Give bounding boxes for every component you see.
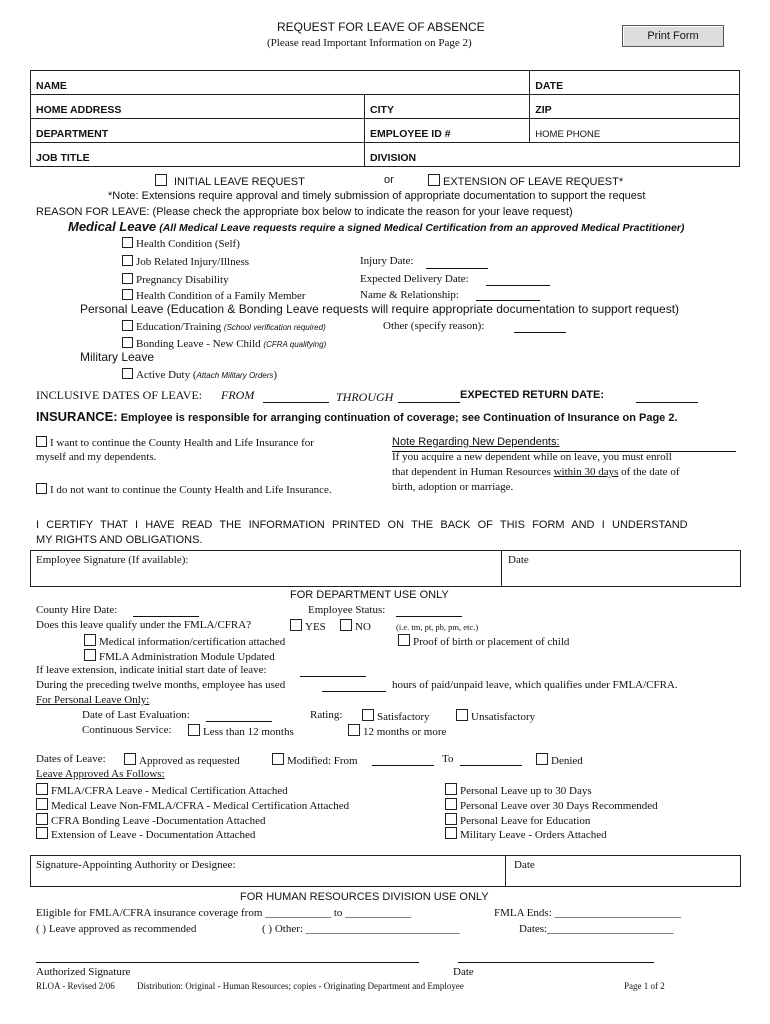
fmla-yes-option[interactable] [290,619,326,633]
preceding-label: During the preceding twelve months, employee has used [36,679,286,691]
eligible-coverage-label: Eligible for FMLA/CFRA insurance coverage from ____________ to ____________ [36,907,412,919]
continue-insurance-label-2: myself and my dependents. [36,451,157,463]
authorized-signature-label: Authorized Signature [36,966,131,978]
home-phone-label: HOME PHONE [535,129,601,140]
approval-right-4[interactable] [445,827,607,841]
approval-right-3-label: Personal Leave for Education [460,815,591,827]
medical-info-label: Medical information/certification attached [99,636,286,648]
date-field[interactable] [530,71,740,95]
through-date-line[interactable] [398,402,460,403]
authority-signature-box[interactable] [30,855,741,887]
modified-from-line[interactable] [372,765,434,766]
approval-left-1-checkbox[interactable] [36,783,48,795]
family-member-checkbox[interactable] [122,289,133,300]
approval-left-4-label: Extension of Leave - Documentation Attached [51,829,256,841]
bonding-checkbox[interactable] [122,337,133,348]
extension-start-line[interactable] [300,676,366,677]
approval-left-4[interactable] [36,827,255,841]
approval-right-2-checkbox[interactable] [445,798,457,810]
certify-line-1: I CERTIFY THAT I HAVE READ THE INFORMATION PRINTED ON THE BACK OF THIS FORM AND I UNDERSTAND [36,519,688,531]
form-subtitle: (Please read Important Information on Page 2) [267,37,472,49]
approval-left-4-checkbox[interactable] [36,827,48,839]
signature-divider [501,551,502,586]
home-address-label: HOME ADDRESS [36,104,122,116]
insurance-label: INSURANCE: [36,409,118,424]
division-field[interactable] [365,143,740,167]
continuous-service-label: Continuous Service: [82,724,172,736]
personal-leave-heading: Personal Leave (Education & Bonding Leave requests will require appropriate documentation to support request) [80,302,680,316]
health-condition-checkbox[interactable] [122,237,133,248]
inclusive-dates-label: INCLUSIVE DATES OF LEAVE: [36,388,203,402]
more-12-label: 12 months or more [363,726,447,738]
approved-recommended-label[interactable]: ( ) Leave approved as recommended [36,923,197,935]
to-label: To [442,753,454,765]
zip-label: ZIP [535,104,552,116]
no-insurance-option[interactable] [36,483,332,496]
name-relationship-label: Name & Relationship: [360,289,459,301]
approval-left-2[interactable] [36,798,349,812]
last-eval-label: Date of Last Evaluation: [82,709,190,721]
unsatisfactory-option[interactable] [456,709,535,723]
extension-start-label: If leave extension, indicate initial start date of leave: [36,664,267,676]
delivery-date-line[interactable] [486,285,550,286]
approval-right-2-label: Personal Leave over 30 Days Recommended [460,800,658,812]
denied-checkbox[interactable] [536,753,548,765]
division-label: DIVISION [370,152,417,164]
city-label: CITY [370,104,394,116]
employee-status-label: Employee Status: [308,604,386,616]
or-label: or [384,174,394,186]
other-label[interactable]: ( ) Other: ____________________________ [262,923,460,935]
hire-date-label: County Hire Date: [36,604,118,616]
employee-signature-label: Employee Signature (If available): [36,554,189,566]
new-dependents-note-title: Note Regarding New Dependents: [392,436,560,448]
education-option[interactable] [122,320,326,333]
personal-only-label: For Personal Leave Only: [36,694,150,706]
name-field[interactable] [31,71,530,95]
department-label: DEPARTMENT [36,128,109,140]
medical-info-option[interactable] [84,634,285,648]
authorized-signature-line[interactable] [36,962,419,963]
hr-use-heading: FOR HUMAN RESOURCES DIVISION USE ONLY [240,891,489,903]
unsatisfactory-label: Unsatisfactory [471,711,536,723]
employee-signature-box[interactable] [30,550,741,587]
fmla-no-label: NO [355,621,371,633]
from-label: FROM [221,388,255,402]
home-phone-field[interactable] [530,119,740,143]
revision-label: RLOA - Revised 2/06 [36,981,115,991]
certify-line-2: MY RIGHTS AND OBLIGATIONS. [36,534,203,546]
modified-label: Modified: From [287,755,358,767]
new-dependents-note-3: birth, adoption or marriage. [392,481,514,493]
authorized-date-line[interactable] [458,962,654,963]
bonding-option[interactable] [122,337,326,350]
military-leave-heading: Military Leave [80,350,155,364]
extension-request-checkbox[interactable] [428,174,440,186]
approved-requested-label: Approved as requested [139,755,240,767]
injury-date-label: Injury Date: [360,255,414,267]
satisfactory-option[interactable] [362,709,430,723]
fmla-module-option[interactable] [84,649,275,663]
delivery-date-label: Expected Delivery Date: [360,273,469,285]
active-duty-option[interactable] [122,368,277,381]
new-dependents-note-1: If you acquire a new dependent while on leave, you must enroll [392,451,672,463]
approved-follows-label: Leave Approved As Follows: [36,768,165,780]
health-condition-label: Health Condition (Self) [136,238,240,250]
denied-option[interactable] [536,753,583,767]
bonding-note: (CFRA qualifying) [263,340,327,349]
distribution-label: Distribution: Original - Human Resources; copies - Originating Department and Employee [137,981,464,991]
approval-right-3-checkbox[interactable] [445,813,457,825]
bonding-label: Bonding Leave - New Child [136,338,261,350]
insurance-statement [36,409,678,424]
job-injury-option[interactable] [122,255,249,268]
employee-id-field[interactable] [365,119,530,143]
approval-right-1-label: Personal Leave up to 30 Days [460,785,592,797]
fmla-question: Does this leave qualify under the FMLA/CFRA? [36,619,252,631]
employee-status-line[interactable] [396,616,462,617]
hours-used-line[interactable] [322,691,386,692]
injury-date-line[interactable] [426,268,488,269]
insurance-text: Employee is responsible for arranging continuation of coverage; see Continuation of Insurance on Page 2. [120,412,678,424]
family-member-option[interactable] [122,289,306,302]
from-date-line[interactable] [263,402,329,403]
approval-right-2[interactable] [445,798,658,812]
employee-signature-date-label: Date [508,554,529,566]
date-label: DATE [535,80,564,92]
continue-insurance-checkbox[interactable] [36,436,47,447]
pregnancy-checkbox[interactable] [122,273,133,284]
department-use-heading: FOR DEPARTMENT USE ONLY [290,589,449,601]
fmla-no-checkbox[interactable] [340,619,352,631]
satisfactory-checkbox[interactable] [362,709,374,721]
continue-insurance-label: I want to continue the County Health and Life Insurance for [50,437,314,449]
fmla-no-option[interactable] [340,619,371,633]
job-title-field[interactable] [31,143,365,167]
other-reason-label: Other (specify reason): [383,320,485,332]
modified-checkbox[interactable] [272,753,284,765]
approval-right-1-checkbox[interactable] [445,783,457,795]
no-insurance-label: I do not want to continue the County Health and Life Insurance. [50,484,332,496]
modified-option[interactable] [272,753,358,767]
expected-return-label: EXPECTED RETURN DATE: [460,389,605,401]
print-form-button[interactable]: Print Form [622,25,724,47]
pregnancy-label: Pregnancy Disability [136,274,229,286]
employee-id-label: EMPLOYEE ID # [370,128,451,140]
reason-instructions: REASON FOR LEAVE: (Please check the appropriate box below to indicate the reason for your leave request) [36,206,573,218]
approved-requested-checkbox[interactable] [124,753,136,765]
proof-birth-checkbox[interactable] [398,634,410,646]
form-title: REQUEST FOR LEAVE OF ABSENCE [277,20,485,34]
fmla-yes-checkbox[interactable] [290,619,302,631]
proof-birth-option[interactable] [398,634,569,648]
active-duty-note: Attach Military Orders [196,371,274,380]
note-2c: of the date of [618,466,680,478]
less-12-label: Less than 12 months [203,726,294,738]
authority-signature-divider [505,856,506,886]
expected-return-line[interactable] [636,402,698,403]
initial-request-option[interactable] [155,174,305,188]
approval-right-1[interactable] [445,783,592,797]
extension-request-option[interactable] [428,174,623,188]
education-note: (School verification required) [223,323,326,332]
approval-left-1[interactable] [36,783,288,797]
education-checkbox[interactable] [122,320,133,331]
last-eval-line[interactable] [206,721,272,722]
employee-info-table [30,70,740,167]
active-duty-close: ) [273,369,278,381]
rating-label: Rating: [310,709,343,721]
satisfactory-label: Satisfactory [377,711,430,723]
proof-birth-label: Proof of birth or placement of child [413,636,570,648]
authorized-date-label: Date [453,966,474,978]
city-field[interactable] [365,95,530,119]
authority-signature-label: Signature-Appointing Authority or Designee: [36,859,236,871]
initial-request-label: INITIAL LEAVE REQUEST [174,176,305,188]
medical-info-checkbox[interactable] [84,634,96,646]
education-label: Education/Training [136,321,222,333]
approved-requested-option[interactable] [124,753,240,767]
department-field[interactable] [31,119,365,143]
fmla-module-label: FMLA Administration Module Updated [99,651,275,663]
denied-label: Denied [551,755,583,767]
less-12-option[interactable] [188,724,294,738]
modified-to-line[interactable] [460,765,522,766]
health-condition-option[interactable] [122,237,240,250]
medical-leave-heading [68,219,684,234]
medical-leave-note: (All Medical Leave requests require a signed Medical Certification from an approved Medical Practitioner) [159,222,685,234]
approval-left-2-checkbox[interactable] [36,798,48,810]
through-label: THROUGH [336,390,394,404]
extension-note: *Note: Extensions require approval and timely submission of appropriate documentation to support the request [108,190,646,202]
unsatisfactory-checkbox[interactable] [456,709,468,721]
approval-left-1-label: FMLA/CFRA Leave - Medical Certification Attached [51,785,288,797]
approval-right-4-label: Military Leave - Orders Attached [460,829,607,841]
continue-insurance-option[interactable] [36,436,314,449]
dates-of-leave-label: Dates of Leave: [36,753,106,765]
fmla-ends-label: FMLA Ends: _______________________ [494,907,682,919]
page-number: Page 1 of 2 [624,981,665,991]
other-reason-line[interactable] [514,332,566,333]
family-member-label: Health Condition of a Family Member [136,290,306,302]
approval-left-3[interactable] [36,813,265,827]
active-duty-label: Active Duty ( [136,369,197,381]
hr-dates-label: Dates:_______________________ [519,923,674,935]
status-hint: (i.e. tm, pt, pb, pm, etc.) [396,622,479,632]
approval-left-2-label: Medical Leave Non-FMLA/CFRA - Medical Certification Attached [51,800,350,812]
approval-left-3-label: CFRA Bonding Leave -Documentation Attached [51,815,266,827]
job-title-label: JOB TITLE [36,152,90,164]
preceding-label-2: hours of paid/unpaid leave, which qualifies under FMLA/CFRA. [392,679,678,691]
approval-left-3-checkbox[interactable] [36,813,48,825]
more-12-checkbox[interactable] [348,724,360,736]
active-duty-checkbox[interactable] [122,368,133,379]
approval-right-4-checkbox[interactable] [445,827,457,839]
zip-field[interactable] [530,95,740,119]
name-label: NAME [36,80,67,92]
hire-date-line[interactable] [133,616,199,617]
name-relationship-line[interactable] [476,300,540,301]
home-address-field[interactable] [31,95,365,119]
fmla-yes-label: YES [305,621,326,633]
extension-request-label: EXTENSION OF LEAVE REQUEST* [443,176,624,188]
authority-date-label: Date [514,859,535,871]
medical-leave-title: Medical Leave [68,219,157,234]
job-injury-label: Job Related Injury/Illness [136,256,250,268]
less-12-checkbox[interactable] [188,724,200,736]
note-2a: that dependent in Human Resources [392,466,554,478]
job-injury-checkbox[interactable] [122,255,133,266]
pregnancy-option[interactable] [122,273,229,286]
initial-request-checkbox[interactable] [155,174,167,186]
new-dependents-note-2 [392,466,679,478]
note-2b: within 30 days [553,466,619,478]
fmla-module-checkbox[interactable] [84,649,96,661]
more-12-option[interactable] [348,724,446,738]
approval-right-3[interactable] [445,813,590,827]
no-insurance-checkbox[interactable] [36,483,47,494]
